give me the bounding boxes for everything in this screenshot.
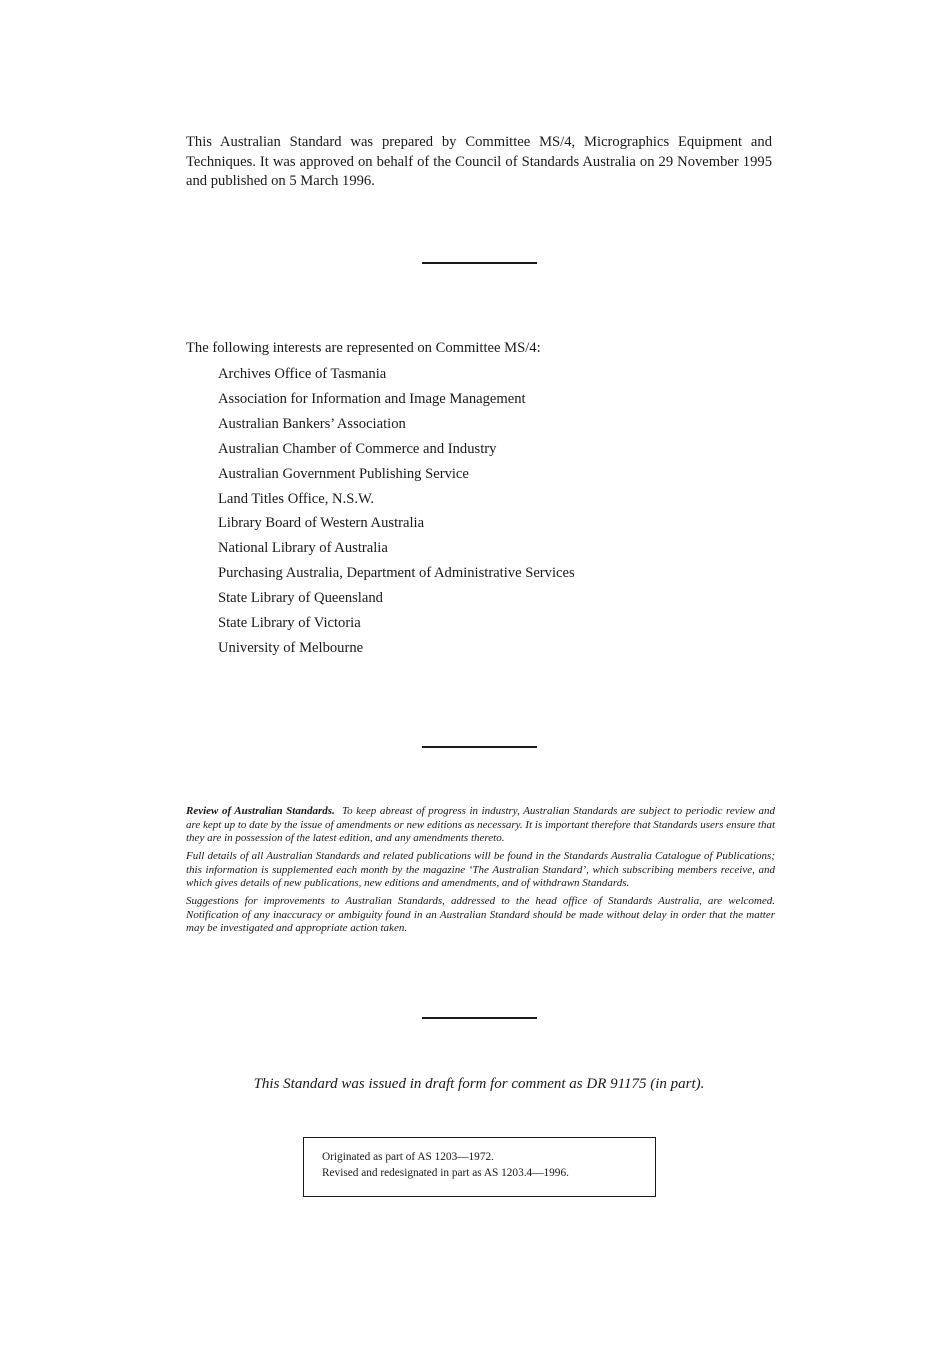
catalogue-paragraph: Full details of all Australian Standards and related publications will be found in the Standards Australia Catalogue of Publications; this information is supplemented each month by the magazine ‘The Australian Standard’, which subscribing members receive, and which gives details of new publications, new editions and amendments, and of withdrawn Standards. <box>186 850 775 889</box>
list-item: Association for Information and Image Management <box>218 390 526 407</box>
interests-list <box>218 362 575 661</box>
history-line-origin: Originated as part of AS 1203—1972. <box>322 1151 494 1163</box>
review-title: Review of Australian Standards. <box>186 805 335 817</box>
suggestions-paragraph: Suggestions for improvements to Australian Standards, addressed to the head office of Standards Australia, are welcomed. Notification of any inaccuracy or ambiguity found in an Australian Standard should be made without delay in order that the matter may be investigated and appropriate action taken. <box>186 895 775 934</box>
list-item: Purchasing Australia, Department of Administrative Services <box>218 565 575 582</box>
draft-note: This Standard was issued in draft form for comment as DR 91175 (in part). <box>253 1076 705 1092</box>
review-notice <box>186 805 775 940</box>
list-item: State Library of Queensland <box>218 590 383 607</box>
divider-rule <box>422 746 537 748</box>
committee-intro: This Australian Standard was prepared by Committee MS/4, Micrographics Equipment and Techniques. It was approved on behalf of the Council of Standards Australia on 29 November 1995 and published on 5 March 1996. <box>186 134 772 189</box>
list-item: State Library of Victoria <box>218 615 361 632</box>
list-item: Land Titles Office, N.S.W. <box>218 490 375 507</box>
review-text: To keep abreast of progress in industry, Australian Standards are subject to periodic review and are kept up to date by the issue of amendments or new editions as necessary. It is important therefore that Standards users ensure that they are in possession of the latest edition, and any amendments thereto. <box>186 805 775 844</box>
divider-rule <box>422 1017 537 1019</box>
divider-rule <box>422 262 537 264</box>
list-item: Australian Chamber of Commerce and Industry <box>218 440 497 457</box>
list-item: Australian Government Publishing Service <box>218 465 469 482</box>
interests-heading: The following interests are represented on Committee MS/4: <box>186 340 541 356</box>
list-item: Australian Bankers’ Association <box>218 415 406 432</box>
review-paragraph <box>186 805 775 846</box>
history-box <box>303 1137 656 1197</box>
list-item: Library Board of Western Australia <box>218 515 425 532</box>
list-item: University of Melbourne <box>218 639 364 656</box>
history-line-revision: Revised and redesignated in part as AS 1203.4—1996. <box>322 1166 569 1179</box>
list-item: National Library of Australia <box>218 540 388 557</box>
list-item: Archives Office of Tasmania <box>218 366 387 382</box>
